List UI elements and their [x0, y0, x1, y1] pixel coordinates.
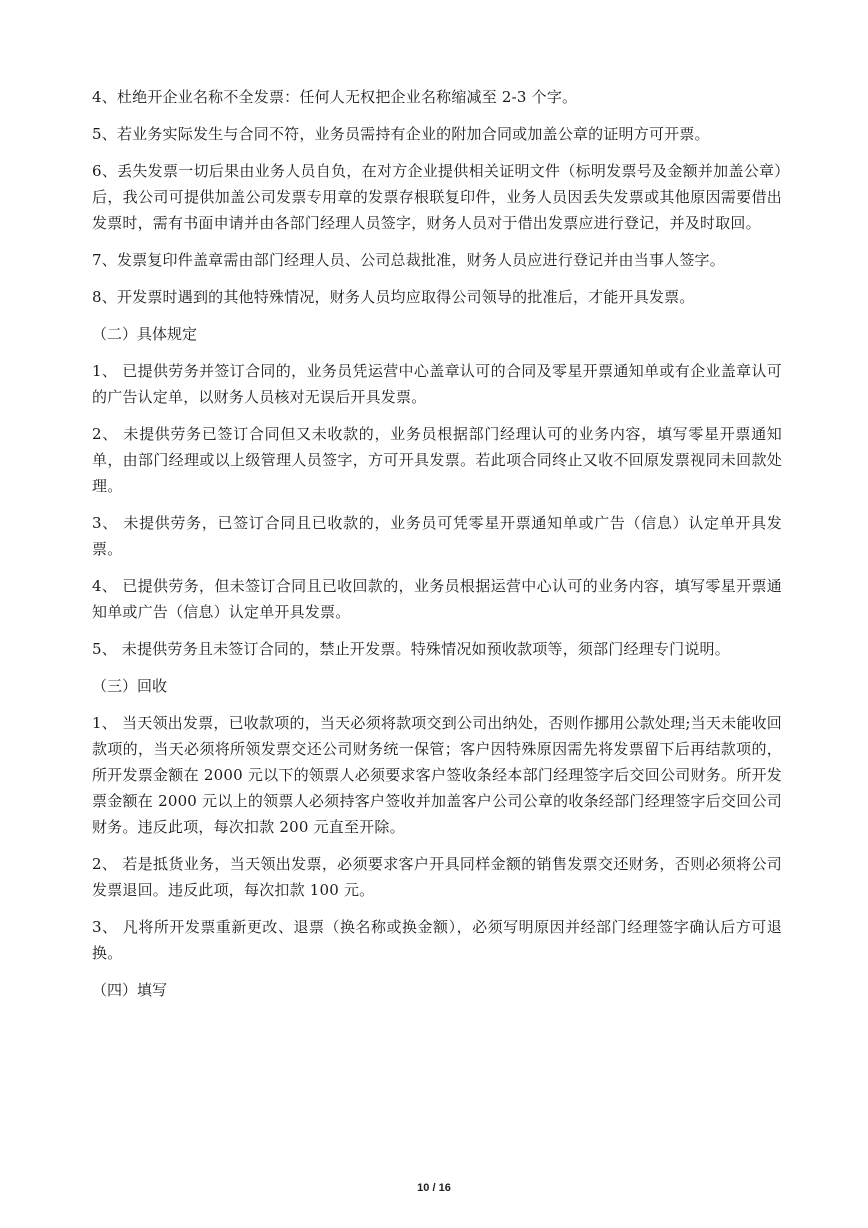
paragraph: 7、发票复印件盖章需由部门经理人员、公司总裁批准，财务人员应进行登记并由当事人签字。: [92, 251, 725, 269]
paragraph: 2、 若是抵货业务，当天领出发票，必须要求客户开具同样金额的销售发票交还财务，否则必须将公司发票退回。违反此项，每次扣款 100 元。: [92, 855, 782, 899]
paragraph: 4、 已提供劳务，但未签订合同且已收回款的，业务员根据运营中心认可的业务内容，填写零星开票通知单或广告（信息）认定单开具发票。: [92, 577, 782, 621]
paragraph: 1、 已提供劳务并签订合同的，业务员凭运营中心盖章认可的合同及零星开票通知单或有企业盖章认可的广告认定单，以财务人员核对无误后开具发票。: [92, 362, 782, 406]
paragraph: 6、丢失发票一切后果由业务人员自负，在对方企业提供相关证明文件（标明发票号及金额并加盖公章）后，我公司可提供加盖公司发票专用章的发票存根联复印件，业务人员因丢失发票或其他原因需要借出发票时，需有书面申请并由各部门经理人员签字，财务人员对于借出发票应进行登记，并及时取回。: [92, 162, 782, 232]
section-heading: （四）填写: [92, 981, 168, 999]
section-heading: （二）具体规定: [92, 325, 198, 343]
document-body: [92, 84, 782, 1014]
page-number: 10 / 16: [417, 1182, 451, 1194]
paragraph: 2、 未提供劳务已签订合同但又未收款的，业务员根据部门经理认可的业务内容，填写零星开票通知单，由部门经理或以上级管理人员签字，方可开具发票。若此项合同终止又收不回原发票视同未回款处理。: [92, 425, 782, 495]
section-heading: （三）回收: [92, 677, 168, 695]
paragraph: 1、 当天领出发票，已收款项的，当天必须将款项交到公司出纳处，否则作挪用公款处理;当天未能收回款项的，当天必须将所领发票交还公司财务统一保管；客户因特殊原因需先将发票留下后再结款项的，所开发票金额在 2000 元以下的领票人必须要求客户签收条经本部门经理签字后交回公司财务。所开发票金额在 2000 元以上的领票人必须持客户签收并加盖客户公司公章的收条经部门经理签字后交回公司财务。违反此项，每次扣款 200 元直至开除。: [92, 714, 782, 836]
paragraph: 8、开发票时遇到的其他特殊情况，财务人员均应取得公司领导的批准后，才能开具发票。: [92, 288, 695, 306]
paragraph: 4、杜绝开企业名称不全发票：任何人无权把企业名称缩减至 2-3 个字。: [92, 88, 578, 106]
paragraph: 5、 未提供劳务且未签订合同的，禁止开发票。特殊情况如预收款项等，须部门经理专门说明。: [92, 640, 730, 658]
paragraph: 3、 凡将所开发票重新更改、退票（换名称或换金额），必须写明原因并经部门经理签字确认后方可退换。: [92, 918, 782, 962]
paragraph: 5、若业务实际发生与合同不符，业务员需持有企业的附加合同或加盖公章的证明方可开票。: [92, 125, 710, 143]
paragraph: 3、 未提供劳务，已签订合同且已收款的，业务员可凭零星开票通知单或广告（信息）认定单开具发票。: [92, 514, 782, 558]
